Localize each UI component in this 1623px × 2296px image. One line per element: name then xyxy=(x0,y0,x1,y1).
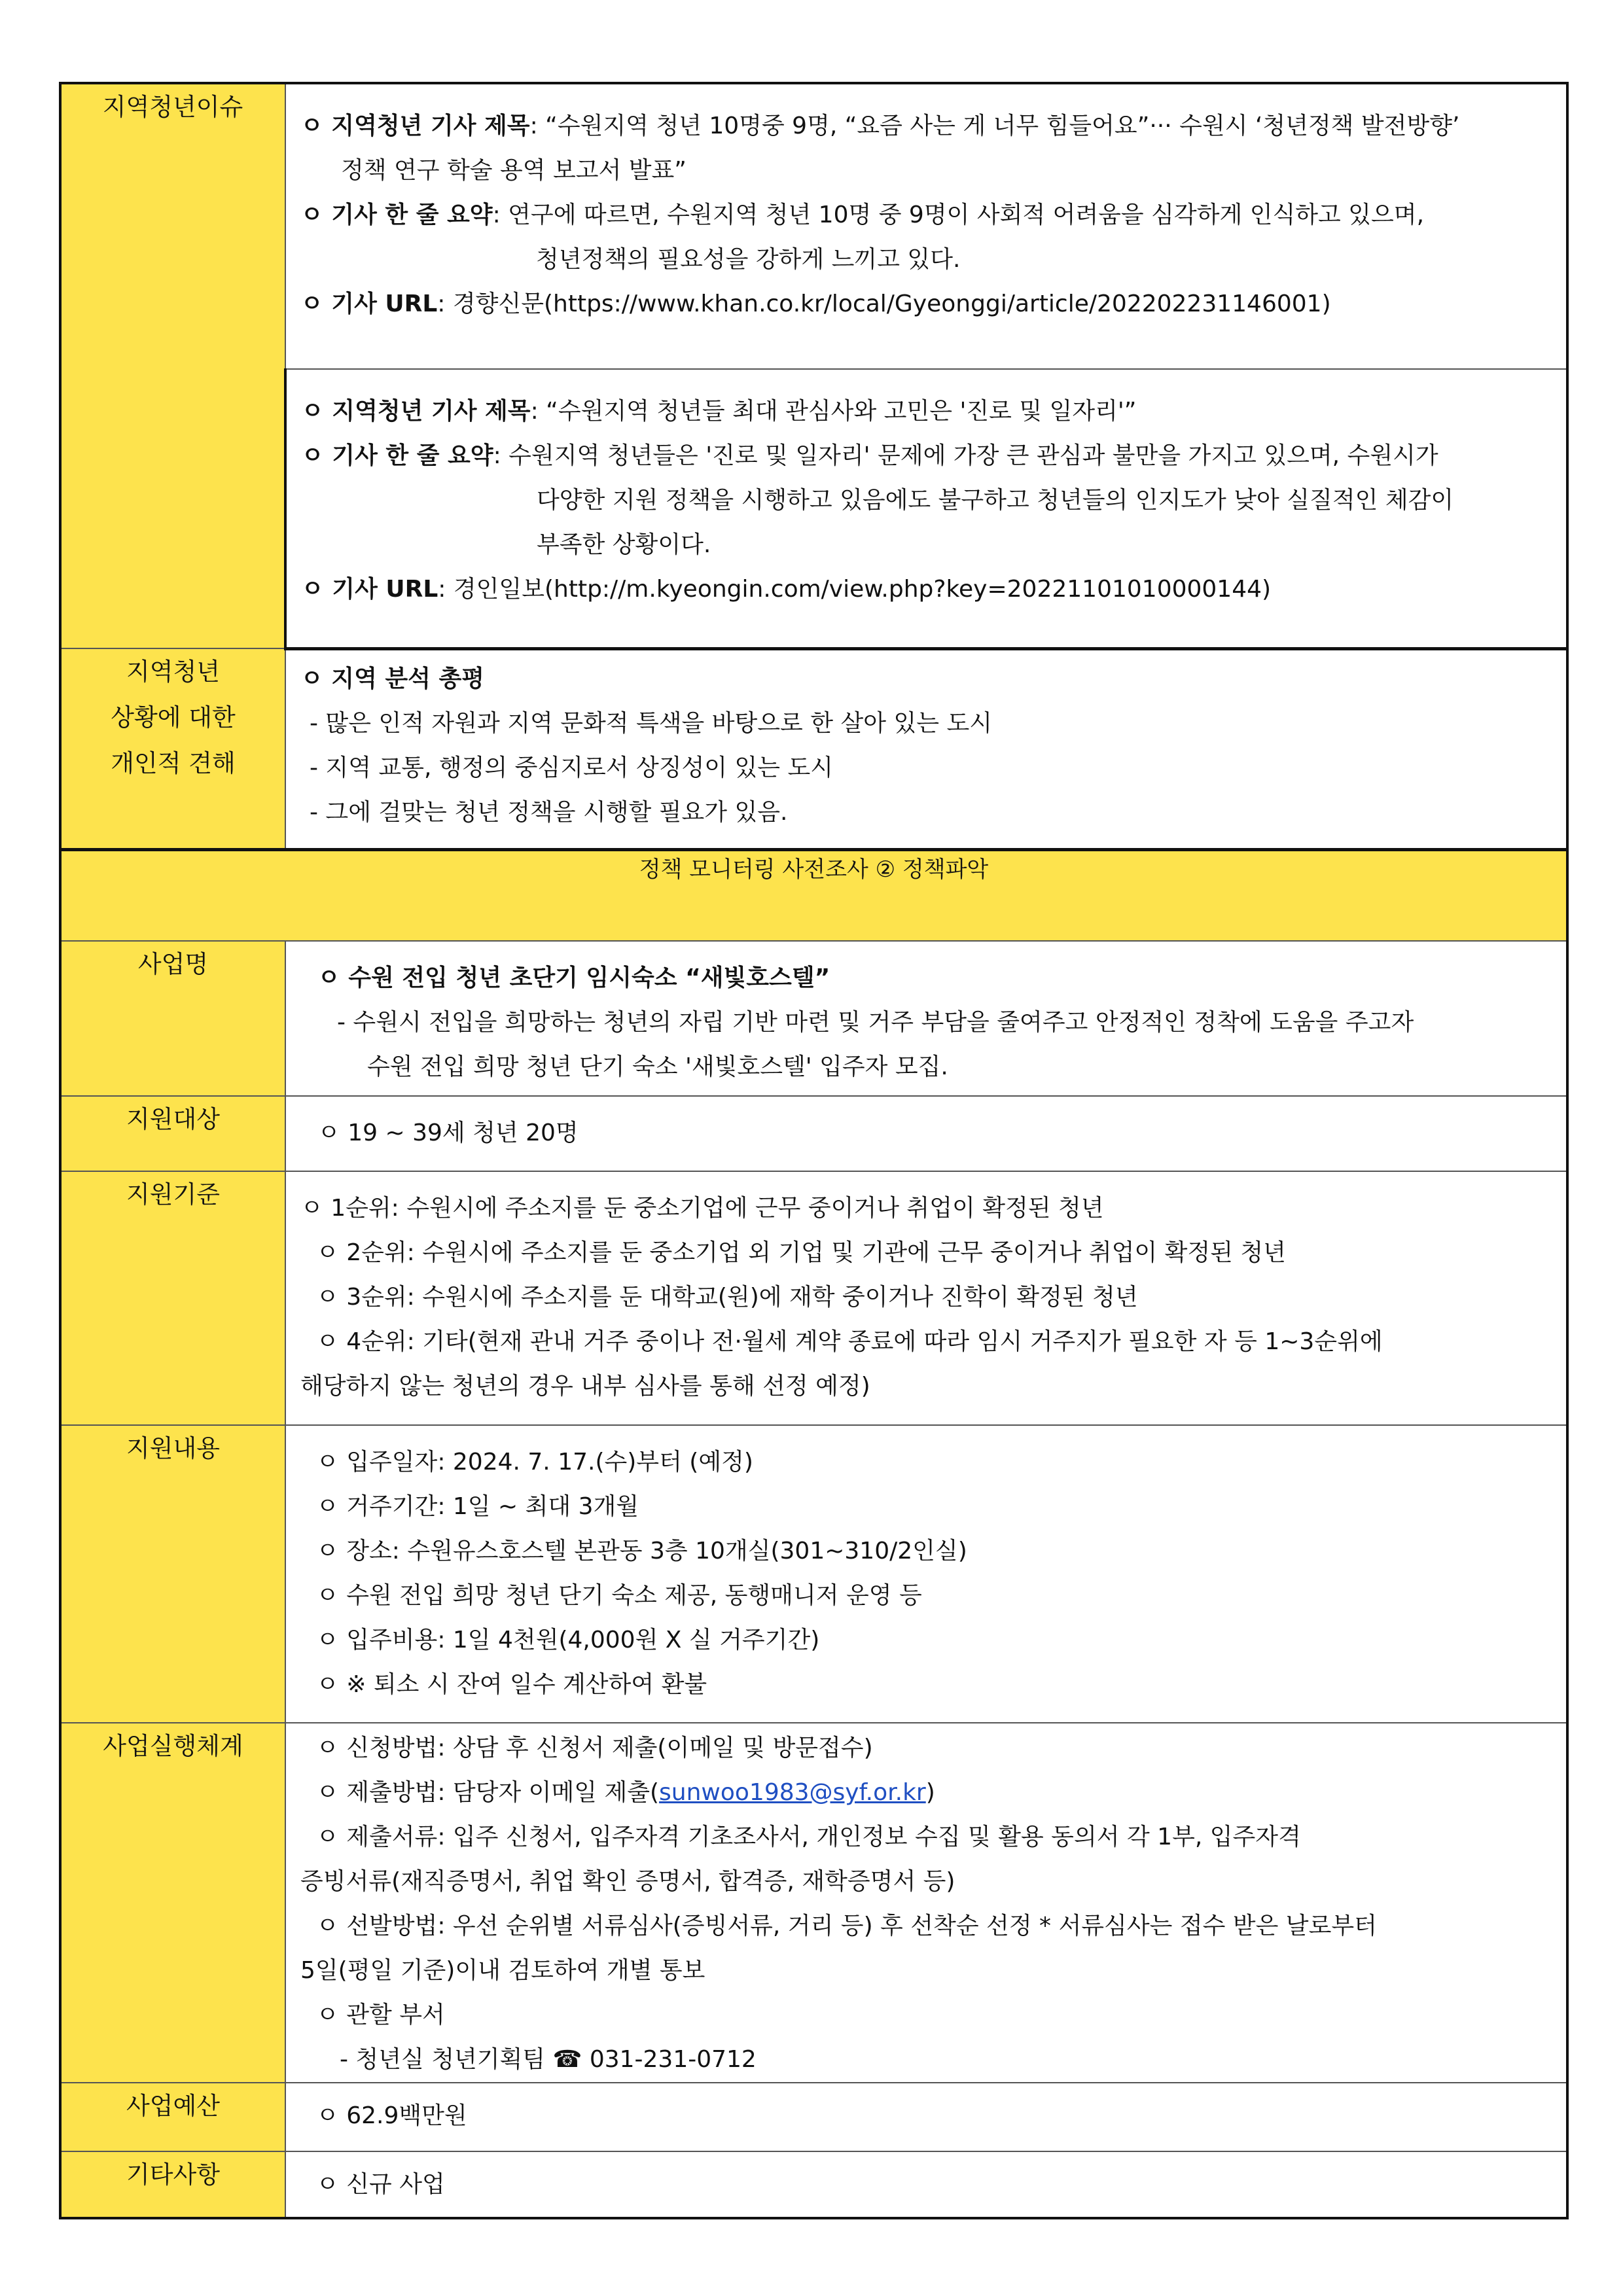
target-label xyxy=(60,1096,285,1171)
support-item: ㅇ 거주기간: 1일 ~ 최대 3개월 xyxy=(316,1493,639,1520)
target-cell xyxy=(285,1096,1567,1171)
article-2-url xyxy=(301,567,1553,612)
article-summary-label: ㅇ 기사 한 줄 요약 xyxy=(301,442,493,469)
opinion-label-line: 상황에 대한 xyxy=(111,703,236,732)
article-title-text: : “수원지역 청년들 최대 관심사와 고민은 '진로 및 일자리'” xyxy=(530,398,1137,425)
article-summary-continuation: 부족한 상황이다. xyxy=(537,531,711,558)
opinion-item: - 많은 인적 자원과 지역 문화적 특색을 바탕으로 한 살아 있는 도시 xyxy=(310,709,993,737)
etc-label-text: 기타사항 xyxy=(126,2161,220,2189)
article-url-label: ㅇ 기사 URL xyxy=(300,291,438,317)
business-description: - 수원시 전입을 희망하는 청년의 자립 기반 마련 및 거주 부담을 줄여주고 안정적인 정착에 도움을 주고자 xyxy=(337,1009,1414,1036)
etc-text: ㅇ 신규 사업 xyxy=(316,2171,445,2198)
opinion-cell xyxy=(285,648,1567,849)
support-cell xyxy=(285,1425,1567,1723)
criteria-item-continuation: 해당하지 않는 청년의 경우 내부 심사를 통해 선정 예정) xyxy=(300,1373,870,1400)
support-item: ㅇ 입주비용: 1일 4천원(4,000원 X 실 거주기간) xyxy=(316,1627,820,1653)
article-url-text: : 경향신문(https://www.khan.co.kr/local/Gyeonggi/article/202202231146001) xyxy=(437,291,1331,317)
opinion-item: - 그에 걸맞는 청년 정책을 시행할 필요가 있음. xyxy=(310,798,788,826)
criteria-item: ㅇ 3순위: 수원시에 주소지를 둔 대학교(원)에 재학 중이거나 진학이 확정된 청년 xyxy=(316,1284,1138,1311)
regional-issues-label-text: 지역청년이슈 xyxy=(102,93,243,121)
criteria-item: ㅇ 2순위: 수원시에 주소지를 둔 중소기업 외 기업 및 기관에 근무 중이거나 취업이 확정된 청년 xyxy=(316,1239,1286,1266)
opinion-label-line: 지역청년 xyxy=(126,658,220,686)
support-label xyxy=(60,1425,285,1723)
business-name-label xyxy=(60,941,285,1096)
execution-submit-method xyxy=(300,1771,1553,1815)
execution-department-contact: - 청년실 청년기획팀 ☎ 031-231-0712 xyxy=(340,2046,757,2073)
execution-documents-continuation: 증빙서류(재직증명서, 취업 확인 증명서, 합격증, 재학증명서 등) xyxy=(300,1868,955,1895)
opinion-item: - 지역 교통, 행정의 중심지로서 상징성이 있는 도시 xyxy=(310,754,834,781)
article-summary-text: : 연구에 따르면, 수원지역 청년 10명 중 9명이 사회적 어려움을 심각하게 인식하고 있으며, xyxy=(492,202,1425,228)
budget-cell xyxy=(285,2083,1567,2151)
article-summary-continuation: 다양한 지원 정책을 시행하고 있음에도 불구하고 청년들의 인지도가 낮아 실질적인 체감이 xyxy=(537,487,1454,514)
criteria-cell xyxy=(285,1171,1567,1425)
policy-table xyxy=(59,82,1569,2219)
article-title-text: : “수원지역 청년 10명중 9명, “요즘 사는 게 너무 힘들어요”··· 수원시 ‘청년정책 발전방향’ xyxy=(529,113,1460,139)
article-1-summary xyxy=(300,193,1553,238)
budget-label-text: 사업예산 xyxy=(126,2092,220,2120)
support-label-text: 지원내용 xyxy=(126,1434,220,1462)
article-2-summary xyxy=(301,434,1553,478)
article-1-title xyxy=(300,104,1553,149)
opinion-label xyxy=(60,648,285,849)
opinion-heading: ㅇ 지역 분석 총평 xyxy=(300,665,485,692)
execution-apply-method: ㅇ 신청방법: 상담 후 신청서 제출(이메일 및 방문접수) xyxy=(316,1735,873,1761)
execution-department: ㅇ 관할 부서 xyxy=(316,2002,445,2028)
article-summary-continuation: 청년정책의 필요성을 강하게 느끼고 있다. xyxy=(536,246,961,273)
article-summary-label: ㅇ 기사 한 줄 요약 xyxy=(300,202,493,228)
criteria-item: ㅇ 1순위: 수원시에 주소지를 둔 중소기업에 근무 중이거나 취업이 확정된 청년 xyxy=(300,1195,1104,1222)
article-title-label: ㅇ 지역청년 기사 제목 xyxy=(301,398,531,425)
submit-method-close: ) xyxy=(925,1779,935,1806)
business-name-cell xyxy=(285,941,1567,1096)
criteria-label xyxy=(60,1171,285,1425)
regional-issues-label xyxy=(60,83,285,648)
etc-label xyxy=(60,2151,285,2218)
article-2-title xyxy=(301,389,1553,434)
execution-documents: ㅇ 제출서류: 입주 신청서, 입주자격 기초조사서, 개인정보 수집 및 활용 동의서 각 1부, 입주자격 xyxy=(316,1824,1301,1850)
support-item: ㅇ 장소: 수원유스호스텔 본관동 3층 10개실(301~310/2인실) xyxy=(316,1538,967,1564)
criteria-item: ㅇ 4순위: 기타(현재 관내 거주 중이나 전·월세 계약 종료에 따라 임시 거주지가 필요한 자 등 1~3순위에 xyxy=(316,1328,1383,1355)
article-url-label: ㅇ 기사 URL xyxy=(301,576,438,603)
article-summary-text: : 수원지역 청년들은 '진로 및 일자리' 문제에 가장 큰 관심과 불만을 가지고 있으며, 수원시가 xyxy=(493,442,1438,469)
article-1-cell xyxy=(285,83,1567,369)
article-1-url xyxy=(300,282,1553,327)
budget-text: ㅇ 62.9백만원 xyxy=(316,2102,467,2129)
business-name-label-text: 사업명 xyxy=(137,950,209,978)
article-title-continuation: 정책 연구 학술 용역 보고서 발표” xyxy=(341,157,687,184)
execution-label-text: 사업실행체계 xyxy=(103,1732,243,1760)
execution-cell xyxy=(285,1723,1567,2083)
business-description: 수원 전입 희망 청년 단기 숙소 '새빛호스텔' 입주자 모집. xyxy=(367,1053,948,1080)
support-item: ㅇ 입주일자: 2024. 7. 17.(수)부터 (예정) xyxy=(316,1449,753,1475)
opinion-label-line: 개인적 견해 xyxy=(111,749,236,777)
support-item: ㅇ ※ 퇴소 시 잔여 일수 계산하여 환불 xyxy=(316,1671,707,1698)
target-text: ㅇ 19 ~ 39세 청년 20명 xyxy=(317,1120,579,1146)
support-item: ㅇ 수원 전입 희망 청년 단기 숙소 제공, 동행매니저 운영 등 xyxy=(316,1582,922,1609)
section-banner xyxy=(60,849,1567,941)
target-label-text: 지원대상 xyxy=(126,1105,220,1133)
submit-method-text: ㅇ 제출방법: 담당자 이메일 제출( xyxy=(316,1779,660,1806)
budget-label xyxy=(60,2083,285,2151)
etc-cell xyxy=(285,2151,1567,2218)
article-title-label: ㅇ 지역청년 기사 제목 xyxy=(300,113,530,139)
section-banner-text: 정책 모니터링 사전조사 ② 정책파악 xyxy=(639,856,989,883)
article-2-cell xyxy=(285,369,1567,648)
execution-selection-continuation: 5일(평일 기준)이내 검토하여 개별 통보 xyxy=(300,1957,705,1984)
business-heading: ㅇ 수원 전입 청년 초단기 임시숙소 “새빛호스텔” xyxy=(317,964,830,991)
execution-label xyxy=(60,1723,285,2083)
criteria-label-text: 지원기준 xyxy=(126,1180,220,1209)
email-link[interactable]: sunwoo1983@syf.or.kr xyxy=(659,1779,926,1806)
execution-selection: ㅇ 선발방법: 우선 순위별 서류심사(증빙서류, 거리 등) 후 선착순 선정 * 서류심사는 접수 받은 날로부터 xyxy=(316,1913,1377,1939)
article-url-text: : 경인일보(http://m.kyeongin.com/view.php?key=20221101010000144) xyxy=(438,576,1272,603)
